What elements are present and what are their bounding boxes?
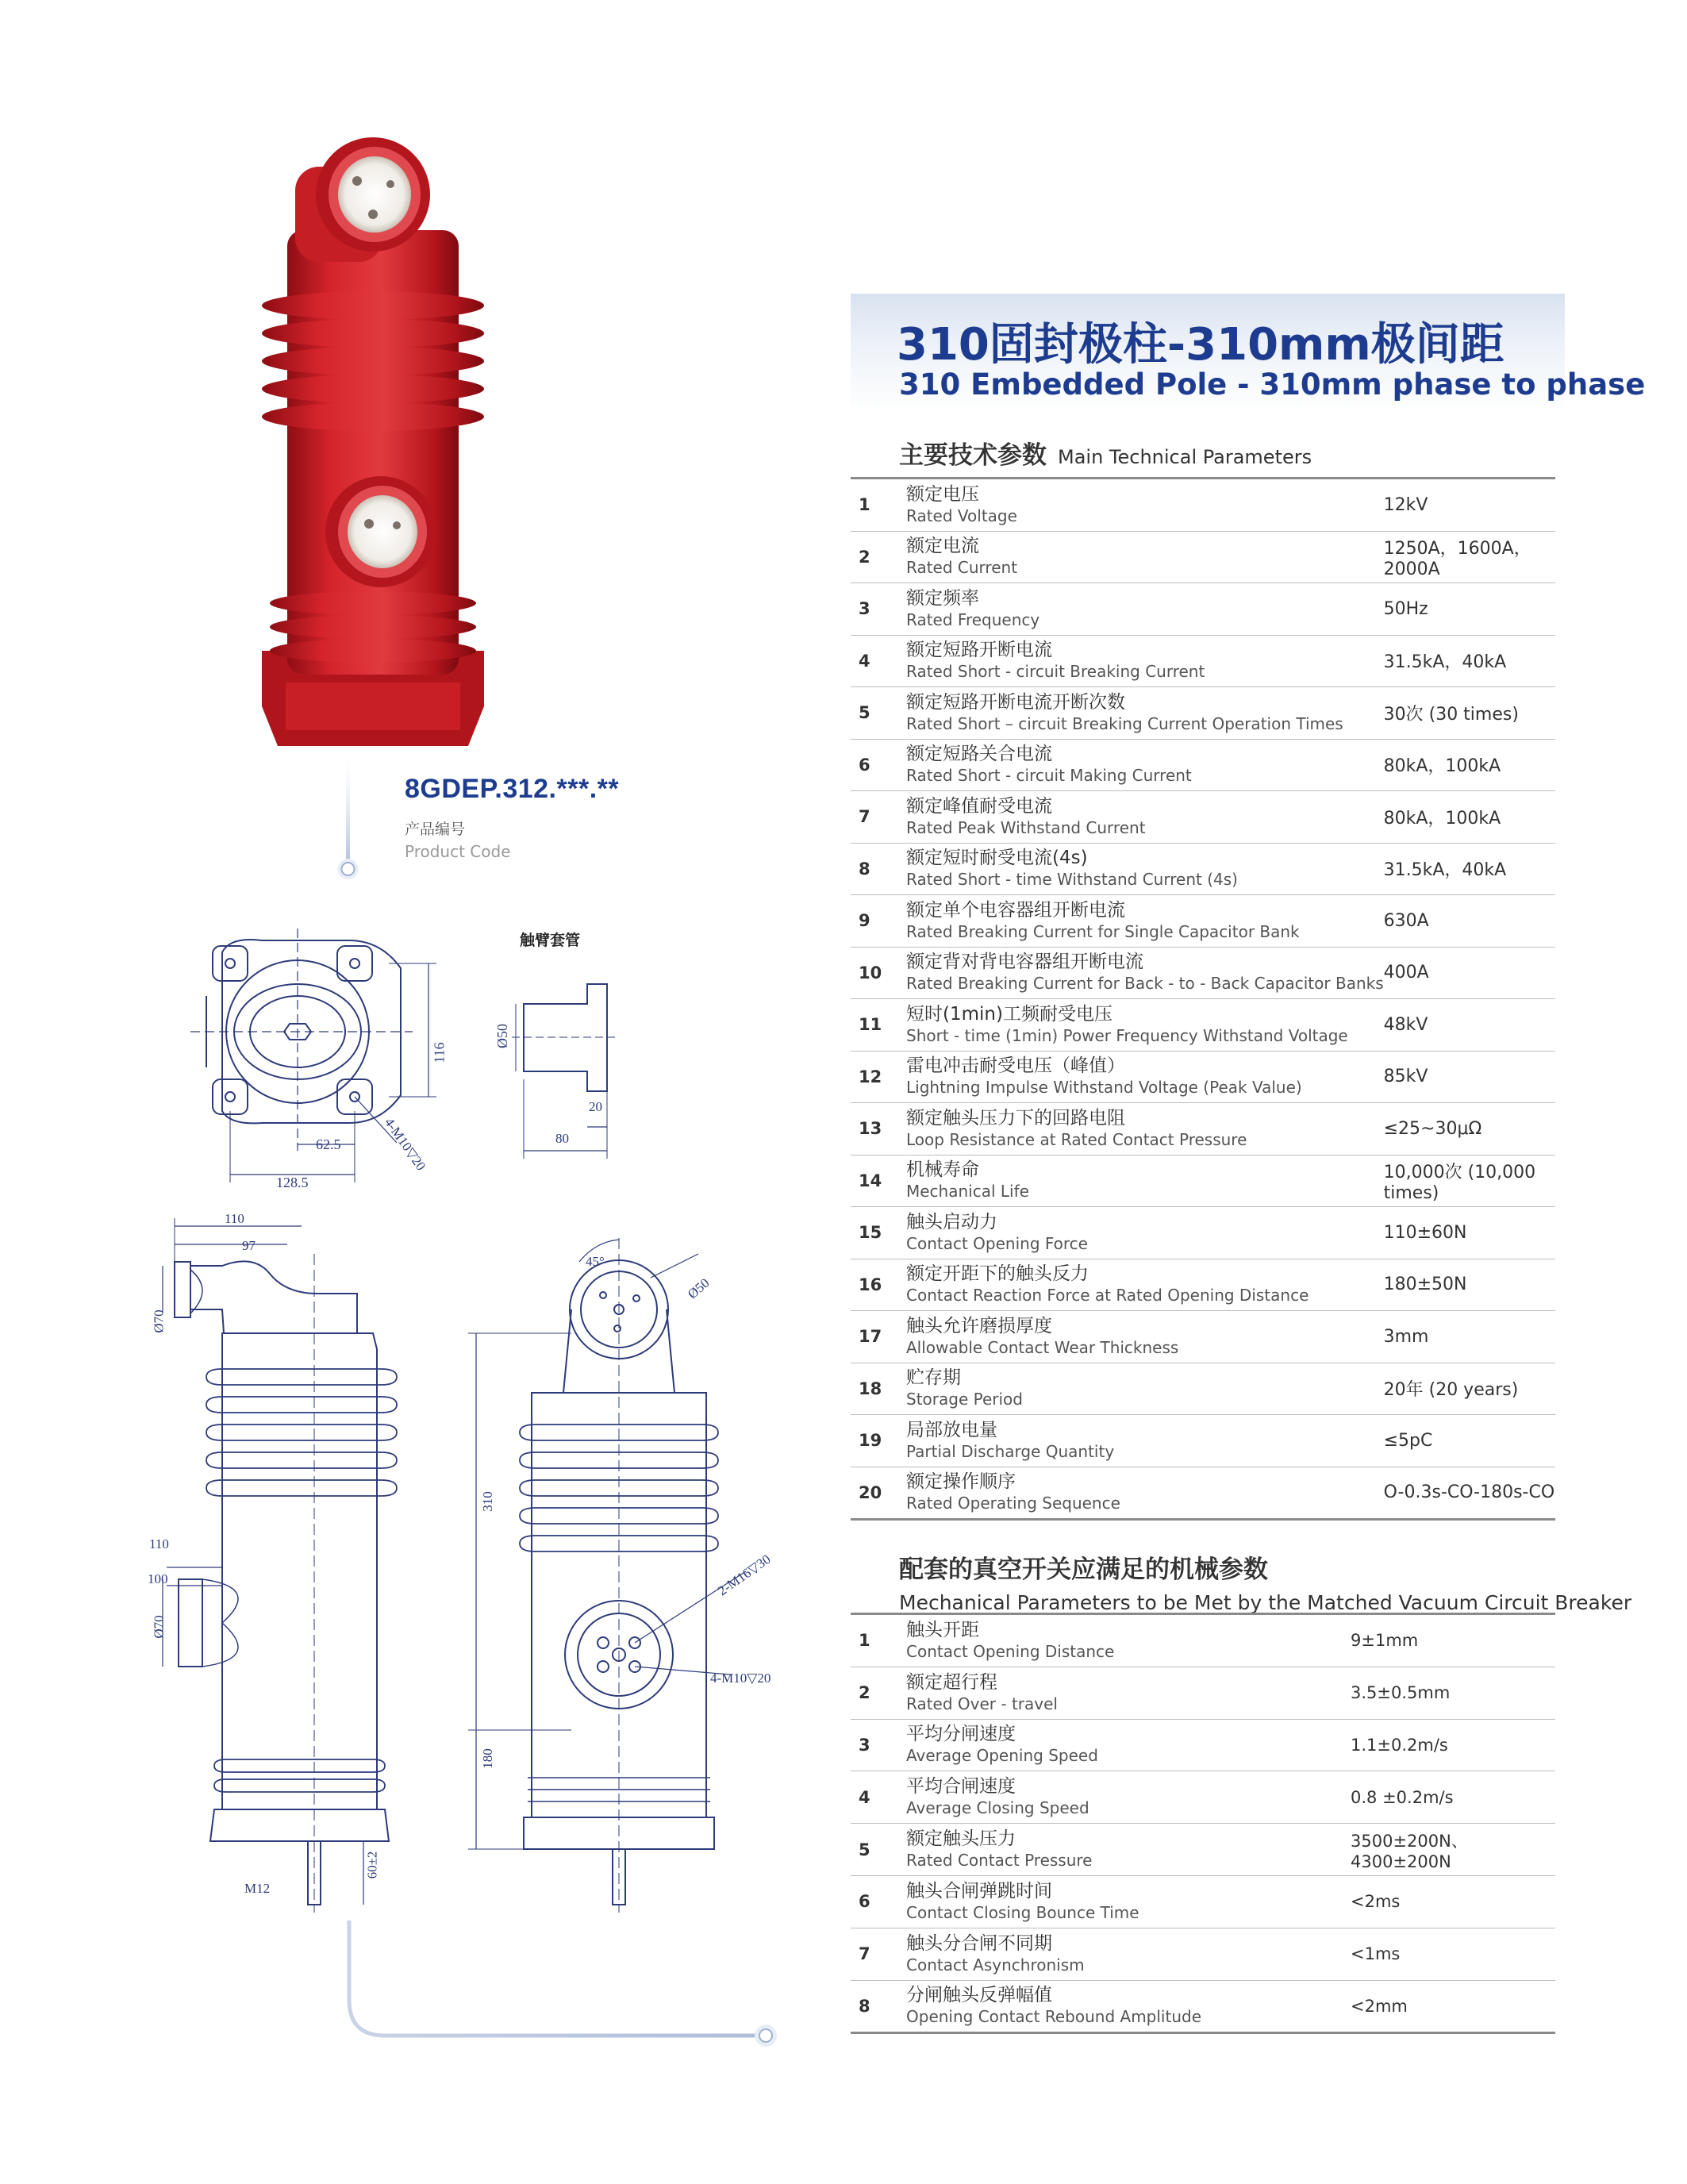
table-row	[851, 895, 1555, 948]
mech-section-heading	[899, 1549, 1631, 1614]
row-number: 1	[851, 479, 906, 532]
row-number: 4	[851, 635, 906, 687]
dia-70-bottom: Ø70	[151, 1615, 167, 1639]
parameter-name	[906, 687, 1384, 740]
parameter-value: ≤25~30μΩ	[1384, 1103, 1555, 1155]
parameter-name-zh: 额定短路开断电流	[906, 640, 1052, 661]
parameter-value: 12kV	[1384, 479, 1555, 532]
parameter-value: <2mm	[1351, 1980, 1555, 2033]
parameter-name	[906, 1667, 1351, 1719]
parameter-value: 48kV	[1384, 999, 1555, 1052]
table-row	[851, 1467, 1555, 1520]
table-row	[851, 1667, 1555, 1719]
mech-section-title-en: Mechanical Parameters to be Met by the Matched Vacuum Circuit Breaker	[899, 1591, 1632, 1614]
table-row	[851, 1155, 1555, 1207]
parameter-value: 630A	[1384, 895, 1555, 948]
parameter-value: 30次 (30 times)	[1384, 687, 1555, 740]
table-row	[851, 687, 1555, 740]
parameter-name	[906, 1467, 1384, 1520]
dim-116: 116	[431, 1042, 448, 1063]
parameter-name-zh: 额定超行程	[906, 1671, 997, 1693]
parameter-value: 10,000次 (10,000 times)	[1384, 1155, 1555, 1207]
row-number: 6	[851, 1875, 906, 1928]
parameter-name	[906, 1207, 1384, 1259]
table-row	[851, 791, 1555, 844]
table-row	[851, 947, 1555, 999]
parameter-name-en: Rated Operating Sequence	[906, 1494, 1120, 1513]
main-section-title-en: Main Technical Parameters	[1058, 446, 1312, 468]
parameter-name-zh: 额定电流	[906, 536, 979, 557]
row-number: 4	[851, 1771, 906, 1824]
sleeve-label: 触臂套管	[520, 932, 581, 949]
row-number: 15	[851, 1207, 906, 1259]
dim-310: 310	[479, 1491, 495, 1512]
parameter-name-zh: 额定短路开断电流开断次数	[906, 691, 1125, 713]
row-number: 1	[851, 1614, 906, 1667]
parameter-value: 31.5kA，40kA	[1384, 635, 1555, 687]
parameter-name	[906, 1051, 1384, 1103]
parameter-value: 3mm	[1384, 1311, 1555, 1363]
table-row	[851, 843, 1555, 895]
row-number: 12	[851, 1051, 906, 1103]
parameter-value: 180±50N	[1384, 1259, 1555, 1311]
row-number: 3	[851, 1719, 906, 1771]
parameter-name-zh: 分闸触头反弹幅值	[906, 1985, 1052, 2006]
dim-97: 97	[242, 1238, 256, 1253]
parameter-name-zh: 平均合闸速度	[906, 1776, 1016, 1798]
row-number: 19	[851, 1415, 906, 1467]
parameter-name-en: Rated Peak Withstand Current	[906, 817, 1146, 837]
product-code: 8GDEP.312.***.**	[405, 774, 620, 804]
parameter-name-en: Average Opening Speed	[906, 1746, 1098, 1766]
parameter-value: 3500±200N、4300±200N	[1351, 1824, 1555, 1876]
bolt-spec-top: 4-M10▽20	[381, 1114, 429, 1174]
parameter-name	[906, 1771, 1351, 1824]
parameter-name	[906, 1980, 1351, 2033]
parameter-name-en: Partial Discharge Quantity	[906, 1441, 1115, 1461]
parameter-name-zh: 贮存期	[906, 1367, 961, 1389]
parameter-name	[906, 1875, 1351, 1928]
table-row	[851, 1103, 1555, 1155]
row-number: 11	[851, 999, 906, 1052]
bolt-spec-front: 4-M10▽20	[710, 1671, 771, 1686]
parameter-name-zh: 局部放电量	[906, 1419, 997, 1440]
angle-45: 45°	[586, 1254, 605, 1269]
parameter-name-zh: 额定短时耐受电流(4s)	[906, 848, 1088, 869]
mech-section-title-zh: 配套的真空开关应满足的机械参数	[899, 1555, 1268, 1584]
page-title-zh: 310固封极柱-310mm极间距	[897, 319, 1504, 371]
parameter-value: 80kA，100kA	[1384, 739, 1555, 791]
product-photo	[238, 135, 508, 754]
sleeve-dim-80: 80	[555, 1131, 569, 1146]
parameter-name-zh: 额定触头压力下的回路电阻	[906, 1107, 1125, 1129]
table-row	[851, 1614, 1555, 1667]
table-row	[851, 1771, 1555, 1824]
row-number: 2	[851, 1667, 906, 1719]
parameter-name-en: Lightning Impulse Withstand Voltage (Peak Value)	[906, 1078, 1302, 1098]
parameter-name-en: Contact Closing Bounce Time	[906, 1902, 1139, 1922]
parameter-value: 9±1mm	[1351, 1614, 1555, 1667]
parameter-name-zh: 触头分合闸不同期	[906, 1932, 1052, 1954]
parameter-name-en: Rated Breaking Current for Back - to - Back Capacitor Banks	[906, 974, 1384, 994]
parameter-name-en: Rated Short – circuit Breaking Current Operation Times	[906, 713, 1343, 733]
parameter-name-zh: 额定操作顺序	[906, 1471, 1016, 1493]
parameter-name-en: Rated Short - circuit Making Current	[906, 766, 1192, 786]
parameter-name-zh: 触头启动力	[906, 1211, 997, 1232]
mechanical-parameters-table	[851, 1613, 1555, 2034]
parameter-name	[906, 531, 1384, 583]
parameter-name-en: Contact Reaction Force at Rated Opening Distance	[906, 1286, 1309, 1305]
parameter-name	[906, 479, 1384, 532]
parameter-name-en: Allowable Contact Wear Thickness	[906, 1337, 1179, 1357]
parameter-name-en: Opening Contact Rebound Amplitude	[906, 2007, 1202, 2027]
parameter-name-en: Loop Resistance at Rated Contact Pressure	[906, 1129, 1247, 1149]
parameter-name-zh: 额定峰值耐受电流	[906, 795, 1052, 817]
parameter-name-zh: 额定短路关合电流	[906, 744, 1052, 765]
sleeve-diameter: Ø50	[494, 1024, 510, 1048]
dim-62-5: 62.5	[316, 1136, 341, 1152]
parameter-name-en: Contact Asynchronism	[906, 1955, 1085, 1974]
table-row	[851, 531, 1555, 583]
decorative-connector-top	[333, 758, 365, 885]
parameter-name	[906, 791, 1384, 844]
parameter-value: 3.5±0.5mm	[1351, 1667, 1555, 1719]
dim-110: 110	[149, 1536, 169, 1551]
row-number: 5	[851, 687, 906, 740]
parameter-name-en: Rated Voltage	[906, 506, 1017, 525]
parameter-value: 0.8 ±0.2m/s	[1351, 1771, 1555, 1824]
row-number: 3	[851, 583, 906, 636]
dim-180: 180	[479, 1748, 495, 1769]
parameter-name	[906, 1928, 1351, 1980]
row-number: 10	[851, 947, 906, 999]
parameter-name	[906, 1824, 1351, 1876]
table-row	[851, 1259, 1555, 1311]
main-section-title-zh: 主要技术参数	[899, 441, 1047, 470]
parameter-name-en: Average Closing Speed	[906, 1798, 1089, 1818]
parameter-name-en: Rated Current	[906, 558, 1018, 578]
table-row	[851, 1980, 1555, 2033]
table-row	[851, 1207, 1555, 1259]
parameter-name-zh: 机械寿命	[906, 1159, 979, 1181]
table-row	[851, 583, 1555, 636]
parameter-name-zh: 额定频率	[906, 587, 979, 609]
dim-100: 100	[148, 1571, 168, 1586]
front-diameter: Ø50	[684, 1275, 713, 1302]
parameter-name	[906, 1259, 1384, 1311]
parameter-name	[906, 1415, 1384, 1467]
table-row	[851, 1051, 1555, 1103]
table-row	[851, 1928, 1555, 1980]
parameter-name-zh: 额定单个电容器组开断电流	[906, 899, 1125, 921]
dim-60: 60±2	[364, 1851, 380, 1879]
sleeve-dim-20: 20	[589, 1099, 602, 1114]
product-code-label-en: Product Code	[405, 842, 511, 861]
parameter-value: <1ms	[1351, 1928, 1555, 1980]
parameter-name-en: Short - time (1min) Power Frequency Withstand Voltage	[906, 1025, 1348, 1045]
parameter-name-en: Rated Short - circuit Breaking Current	[906, 662, 1205, 682]
row-number: 17	[851, 1311, 906, 1363]
row-number: 13	[851, 1103, 906, 1155]
table-row	[851, 635, 1555, 687]
parameter-name	[906, 583, 1384, 636]
parameter-name-zh: 触头允许磨损厚度	[906, 1315, 1052, 1336]
dia-70-top: Ø70	[151, 1309, 167, 1333]
parameter-value: 85kV	[1384, 1051, 1555, 1103]
parameter-value: 80kA，100kA	[1384, 791, 1555, 844]
parameter-name-en: Mechanical Life	[906, 1182, 1029, 1202]
row-number: 16	[851, 1259, 906, 1311]
parameter-name	[906, 739, 1384, 791]
table-row	[851, 1311, 1555, 1363]
parameter-value: O-0.3s-CO-180s-CO	[1384, 1467, 1555, 1520]
parameter-name	[906, 843, 1384, 895]
parameter-name-zh: 短时(1min)工频耐受电压	[906, 1003, 1112, 1025]
parameter-value: 1250A，1600A，2000A	[1384, 531, 1555, 583]
parameter-name	[906, 895, 1384, 948]
table-row	[851, 739, 1555, 791]
parameter-name-zh: 额定背对背电容器组开断电流	[906, 952, 1143, 973]
parameter-name-zh: 触头合闸弹跳时间	[906, 1880, 1052, 1901]
dim-110-top: 110	[225, 1211, 244, 1226]
thread-m12: M12	[244, 1881, 271, 1896]
table-row	[851, 1719, 1555, 1771]
parameter-name-en: Rated Contact Pressure	[906, 1851, 1093, 1871]
parameter-name-en: Rated Short - time Withstand Current (4s)	[906, 870, 1238, 890]
row-number: 14	[851, 1155, 906, 1207]
row-number: 20	[851, 1467, 906, 1520]
parameter-value: 31.5kA，40kA	[1384, 843, 1555, 895]
row-number: 9	[851, 895, 906, 948]
table-row	[851, 1363, 1555, 1415]
row-number: 18	[851, 1363, 906, 1415]
parameter-name	[906, 1719, 1351, 1771]
parameter-name	[906, 999, 1384, 1052]
parameter-name	[906, 1363, 1384, 1415]
parameter-name	[906, 1311, 1384, 1363]
table-row	[851, 1875, 1555, 1928]
parameter-name-zh: 额定开距下的触头反力	[906, 1263, 1089, 1285]
table-row	[851, 479, 1555, 532]
row-number: 6	[851, 739, 906, 791]
parameter-name-zh: 平均分闸速度	[906, 1724, 1016, 1745]
parameter-name-en: Rated Breaking Current for Single Capacitor Bank	[906, 921, 1300, 941]
table-row	[851, 1415, 1555, 1467]
decorative-connector-bottom	[333, 1921, 786, 2063]
parameter-value: 50Hz	[1384, 583, 1555, 636]
main-section-heading	[899, 435, 1312, 471]
row-number: 7	[851, 1928, 906, 1980]
parameter-value: ≤5pC	[1384, 1415, 1555, 1467]
parameter-name-en: Rated Over - travel	[906, 1694, 1058, 1713]
side-view-drawing	[143, 1206, 476, 1921]
parameter-name-zh: 触头开距	[906, 1619, 979, 1640]
parameter-name-en: Contact Opening Force	[906, 1233, 1088, 1253]
parameter-name	[906, 635, 1384, 687]
row-number: 5	[851, 1824, 906, 1876]
parameter-name-en: Storage Period	[906, 1390, 1023, 1409]
parameter-value: 20年 (20 years)	[1384, 1363, 1555, 1415]
row-number: 2	[851, 531, 906, 583]
parameter-name	[906, 1103, 1384, 1155]
main-parameters-table	[851, 477, 1555, 1521]
parameter-name-zh: 雷电冲击耐受电压（峰值）	[906, 1055, 1125, 1077]
parameter-value: 400A	[1384, 947, 1555, 999]
row-number: 8	[851, 1980, 906, 2033]
parameter-name	[906, 947, 1384, 999]
page-title-en: 310 Embedded Pole - 310mm phase to phase	[899, 367, 1646, 402]
parameter-name-en: Contact Opening Distance	[906, 1641, 1115, 1661]
parameter-value: <2ms	[1351, 1875, 1555, 1928]
product-code-label-zh: 产品编号	[405, 821, 466, 838]
table-row	[851, 999, 1555, 1052]
parameter-name	[906, 1155, 1384, 1207]
row-number: 7	[851, 791, 906, 844]
parameter-value: 110±60N	[1384, 1207, 1555, 1259]
parameter-name-en: Rated Frequency	[906, 609, 1040, 629]
parameter-name	[906, 1614, 1351, 1667]
row-number: 8	[851, 843, 906, 895]
dim-128-5: 128.5	[276, 1175, 309, 1190]
product-code-block	[405, 774, 619, 861]
holes-spec: 2-M16▽30	[715, 1551, 774, 1599]
parameter-name-zh: 额定触头压力	[906, 1828, 1016, 1850]
table-row	[851, 1824, 1555, 1876]
parameter-value: 1.1±0.2m/s	[1351, 1719, 1555, 1771]
parameter-name-zh: 额定电压	[906, 483, 979, 505]
